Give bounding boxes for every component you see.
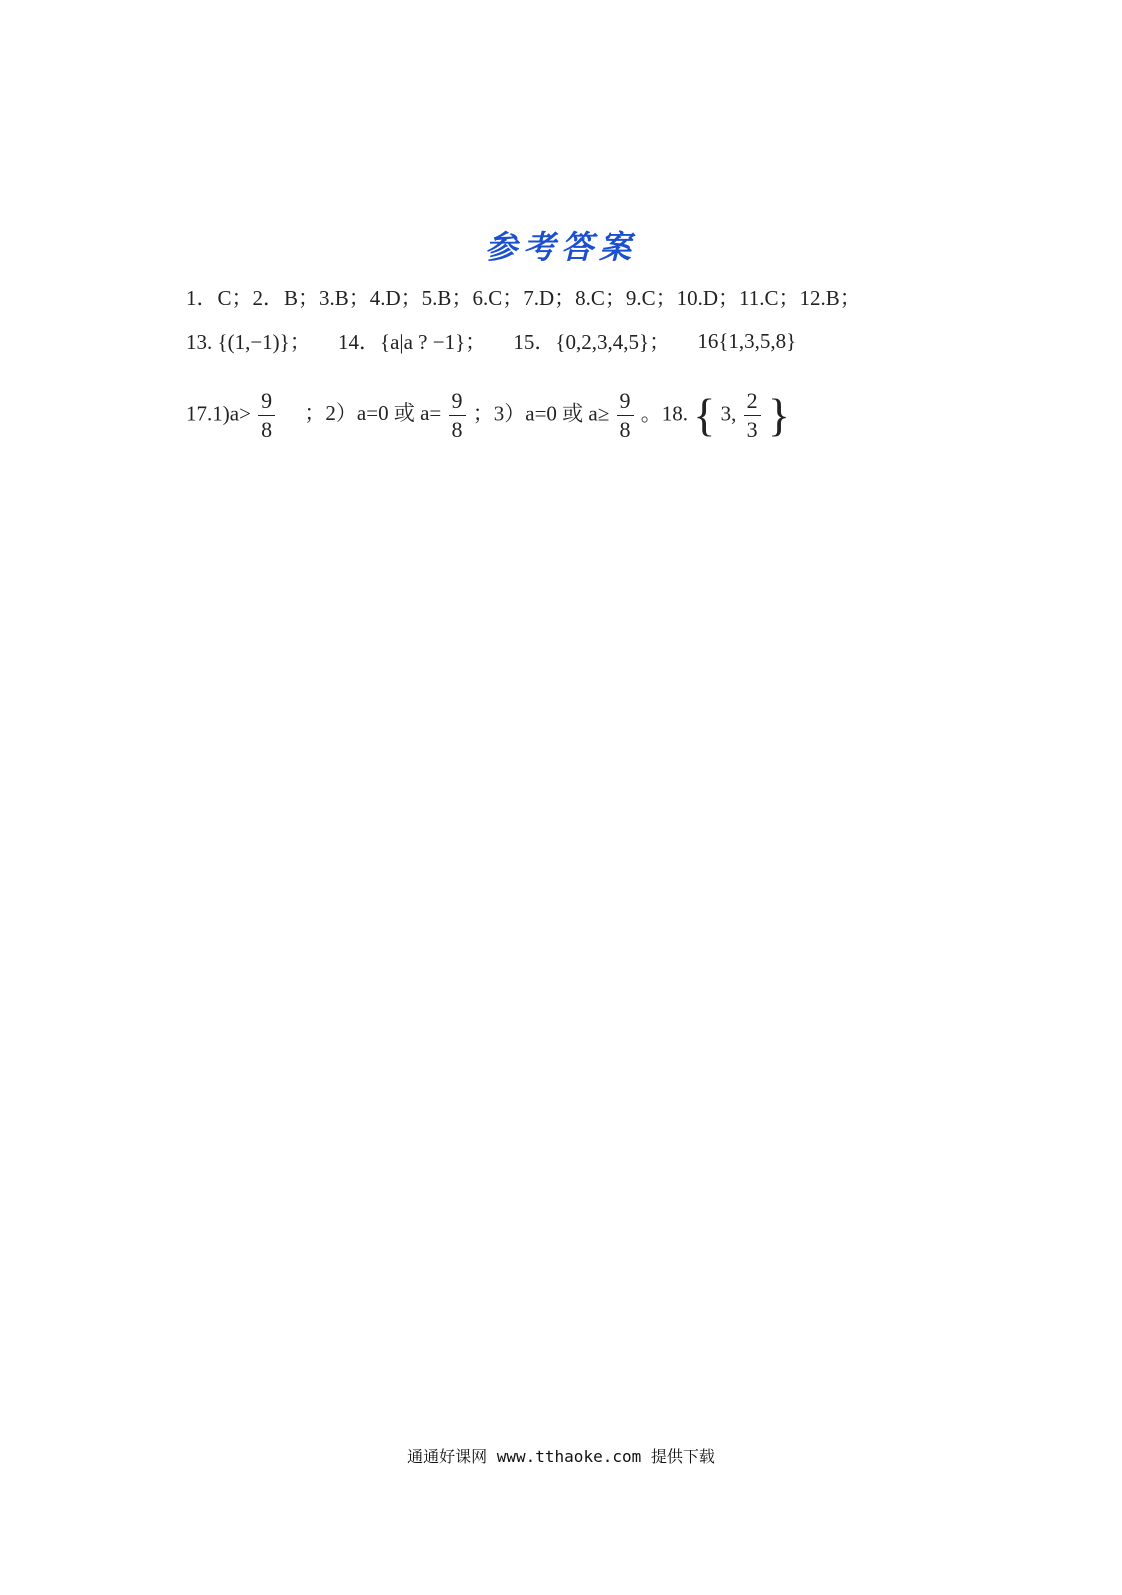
fraction-9-8-c — [617, 390, 634, 441]
fraction-bar — [449, 415, 466, 416]
fraction-numerator: 9 — [451, 388, 463, 413]
footer-source: 通通好课网 www.tthaoke.com 提供下载 — [407, 1447, 715, 1466]
answer-14: 14．{a|a ? −1}； — [338, 330, 487, 354]
answer-17-part2-label: ；2）a=0 或 a= — [304, 401, 442, 426]
answers-13-16 — [186, 326, 818, 356]
fraction-bar — [617, 415, 634, 416]
answer-15: 15．{0,2,3,4,5}； — [513, 330, 671, 354]
answers-1-12: 1．C；2．B；3.B；4.D；5.B；6.C；7.D；8.C；9.C；10.D；11.C；12.B； — [186, 286, 861, 310]
answers-17-18 — [186, 390, 790, 441]
fraction-numerator: 2 — [746, 388, 758, 413]
answer-16: 16{1,3,5,8} — [697, 328, 797, 353]
answer-17-part1-label: 17.1)a> — [186, 401, 251, 426]
set-close-brace: } — [767, 389, 790, 441]
fraction-bar — [744, 415, 761, 416]
answer-18-label: 。18. — [640, 401, 689, 426]
answer-17-part3-label: ；3）a=0 或 a≥ — [472, 401, 610, 426]
fraction-9-8-a — [258, 390, 275, 441]
fraction-bar — [258, 415, 275, 416]
fraction-numerator: 9 — [619, 388, 631, 413]
fraction-9-8-b — [449, 390, 466, 441]
set-open-brace: { — [693, 389, 716, 441]
fraction-denominator: 8 — [451, 417, 463, 442]
fraction-2-3 — [744, 390, 761, 441]
fraction-denominator: 8 — [619, 417, 631, 442]
page-title: 参考答案 — [484, 228, 637, 266]
answer-13: 13. {(1,−1)}； — [186, 330, 311, 354]
fraction-numerator: 9 — [261, 388, 273, 413]
fraction-denominator: 3 — [746, 417, 758, 442]
fraction-denominator: 8 — [261, 417, 273, 442]
set-element-3: 3, — [720, 401, 737, 426]
